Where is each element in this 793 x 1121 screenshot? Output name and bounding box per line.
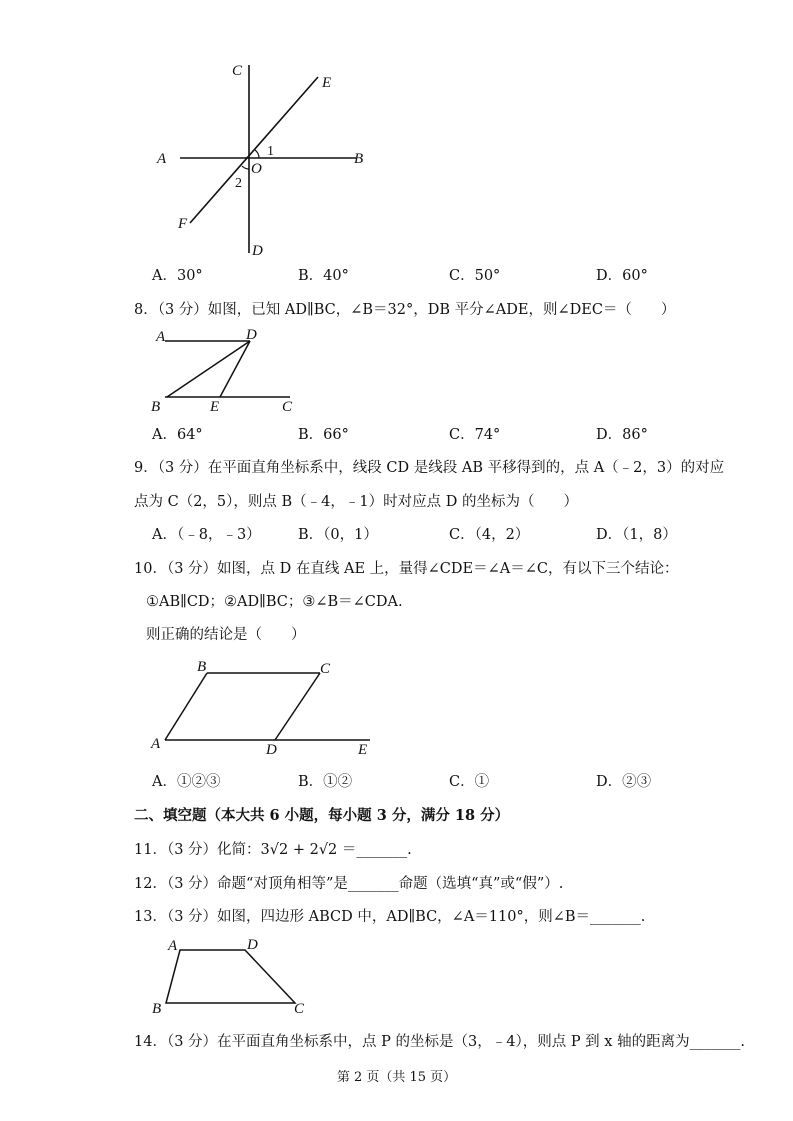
q10-option-d[interactable]: D．②③ (596, 774, 652, 790)
label-angle-1: 1 (267, 144, 274, 159)
label-c: C (320, 661, 331, 677)
label-f: F (178, 216, 188, 232)
line-ef (190, 77, 318, 223)
label-a: A (151, 736, 161, 752)
q9-stem-line1: 9．（3 分）在平面直角坐标系中，线段 CD 是线段 AB 平移得到的，点 A（﹣2，3）的对应 (134, 460, 725, 476)
q8-option-d[interactable]: D．86° (596, 427, 648, 443)
label-angle-2: 2 (235, 176, 242, 191)
q7-option-b[interactable]: B．40° (298, 268, 349, 284)
q10-option-b[interactable]: B．①② (298, 774, 353, 790)
q13-figure (150, 935, 320, 1020)
label-e: E (358, 742, 368, 758)
q14-stem: 14．（3 分）在平面直角坐标系中，点 P 的坐标是（3，﹣4），则点 P 到 x 轴的距离为_______. (134, 1034, 745, 1050)
q7-option-a[interactable]: A．30° (152, 268, 203, 284)
q8-option-a[interactable]: A．64° (152, 427, 203, 443)
label-a: A (168, 938, 178, 954)
q7-option-c[interactable]: C．50° (449, 268, 501, 284)
section-2-heading: 二、填空题（本大共 6 小题，每小题 3 分，满分 18 分） (134, 807, 510, 824)
q9-stem-line2: 点为 C（2，5），则点 B（﹣4，﹣1）时对应点 D 的坐标为（ ） (134, 494, 578, 510)
q12-stem: 12．（3 分）命题“对顶角相等”是_______命题（选填“真”或“假”）. (134, 876, 564, 892)
q7-option-d[interactable]: D．60° (596, 268, 648, 284)
q11-stem: 11．（3 分）化简：3√2 + 2√2 ＝_______. (134, 842, 412, 858)
q9-option-a[interactable]: A．（﹣8，﹣3） (152, 527, 261, 543)
label-b: B (354, 151, 364, 167)
label-c: C (294, 1001, 305, 1017)
label-o: O (251, 161, 262, 177)
label-d: D (252, 243, 263, 259)
q9-option-b[interactable]: B．（0，1） (298, 527, 378, 543)
angle-1-arc (255, 150, 259, 158)
angle-2-arc (242, 166, 249, 169)
q8-option-c[interactable]: C．74° (449, 427, 501, 443)
q10-stem-line2: ①AB∥CD；②AD∥BC；③∠B＝∠CDA. (146, 594, 403, 610)
label-a: A (156, 329, 166, 345)
label-a: A (157, 151, 167, 167)
q8-option-b[interactable]: B．66° (298, 427, 349, 443)
label-d: D (247, 937, 258, 953)
q8-figure (150, 323, 310, 418)
q9-option-d[interactable]: D．（1，8） (596, 527, 677, 543)
q10-stem-line3: 则正确的结论是（ ） (146, 627, 306, 643)
label-c: C (282, 399, 293, 415)
q9-option-c[interactable]: C．（4，2） (449, 527, 530, 543)
label-b: B (151, 399, 161, 415)
label-e: E (322, 75, 332, 91)
q13-stem: 13．（3 分）如图，四边形 ABCD 中，AD∥BC，∠A＝110°，则∠B＝_______. (134, 909, 646, 925)
page-footer: 第 2 页（共 15 页） (336, 1070, 457, 1085)
label-c: C (232, 63, 243, 79)
label-b: B (152, 1001, 162, 1017)
q7-figure (150, 55, 380, 265)
q10-option-c[interactable]: C．① (449, 774, 490, 790)
label-d: D (266, 742, 277, 758)
q8-stem: 8．（3 分）如图，已知 AD∥BC，∠B＝32°，DB 平分∠ADE，则∠DEC＝（ ） (134, 302, 676, 318)
q10-option-a[interactable]: A．①②③ (152, 774, 221, 790)
label-b: B (197, 659, 207, 675)
label-d: D (246, 327, 257, 343)
label-e: E (210, 399, 220, 415)
q10-stem-line1: 10．（3 分）如图，点 D 在直线 AE 上，量得∠CDE＝∠A＝∠C，有以下三个结论： (134, 561, 679, 577)
q10-figure (145, 657, 385, 762)
